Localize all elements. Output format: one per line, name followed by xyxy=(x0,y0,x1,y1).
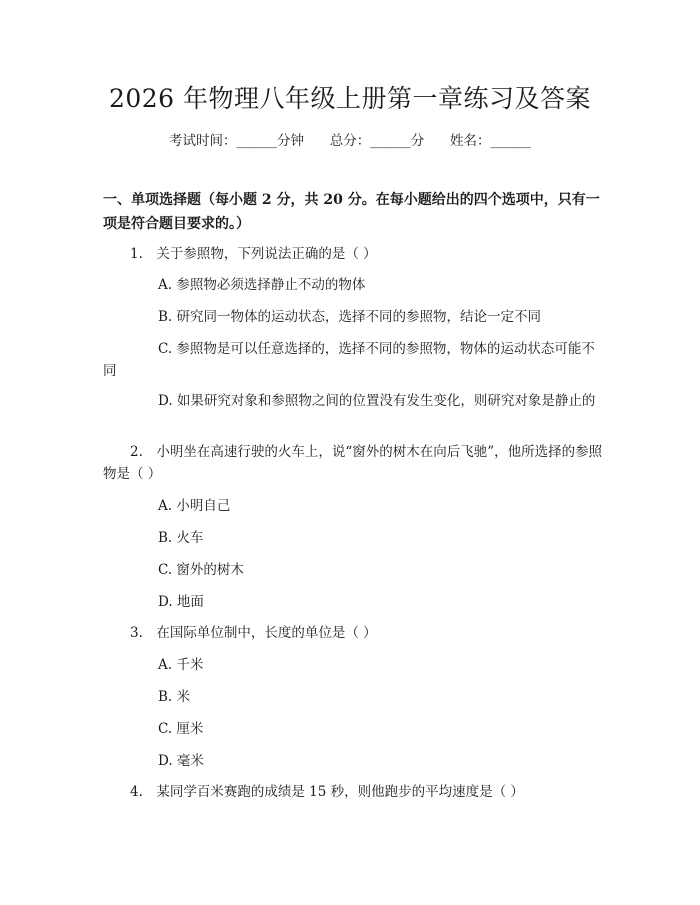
answer-option: A. 小明自己 xyxy=(158,498,231,514)
answer-option: C. 窗外的树木 xyxy=(158,562,244,578)
answer-option: C. 厘米 xyxy=(158,721,204,737)
answer-option: B. 米 xyxy=(158,689,191,705)
question-stem: 2. 小明坐在高速行驶的火车上，说“窗外的树木在向后飞驰”，他所选择的参照物是（ ） xyxy=(103,444,603,482)
page-title: 2026 年物理八年级上册第一章练习及答案 xyxy=(108,84,592,113)
question-stem: 4. 某同学百米赛跑的成绩是 15 秒，则他跑步的平均速度是（ ） xyxy=(130,784,524,800)
question-stem: 1. 关于参照物，下列说法正确的是（ ） xyxy=(130,246,377,262)
exam-info-line: 考试时间：______分钟 总分：______分 姓名：______ xyxy=(169,133,531,149)
answer-option: D. 如果研究对象和参照物之间的位置没有发生变化，则研究对象是静止的 xyxy=(158,393,596,409)
section-heading: 一、单项选择题（每小题 2 分，共 20 分。在每小题给出的四个选项中，只有一项是符合题目要求的。） xyxy=(103,192,600,232)
answer-option: A. 千米 xyxy=(158,657,204,673)
answer-option: B. 火车 xyxy=(158,530,204,546)
answer-option: C. 参照物是可以任意选择的，选择不同的参照物，物体的运动状态可能不同 xyxy=(103,341,595,379)
answer-option: B. 研究同一物体的运动状态，选择不同的参照物，结论一定不同 xyxy=(158,309,542,325)
answer-option: D. 毫米 xyxy=(158,753,204,769)
answer-option: A. 参照物必须选择静止不动的物体 xyxy=(158,277,366,293)
answer-option: D. 地面 xyxy=(158,594,204,610)
question-stem: 3. 在国际单位制中，长度的单位是（ ） xyxy=(130,625,377,641)
